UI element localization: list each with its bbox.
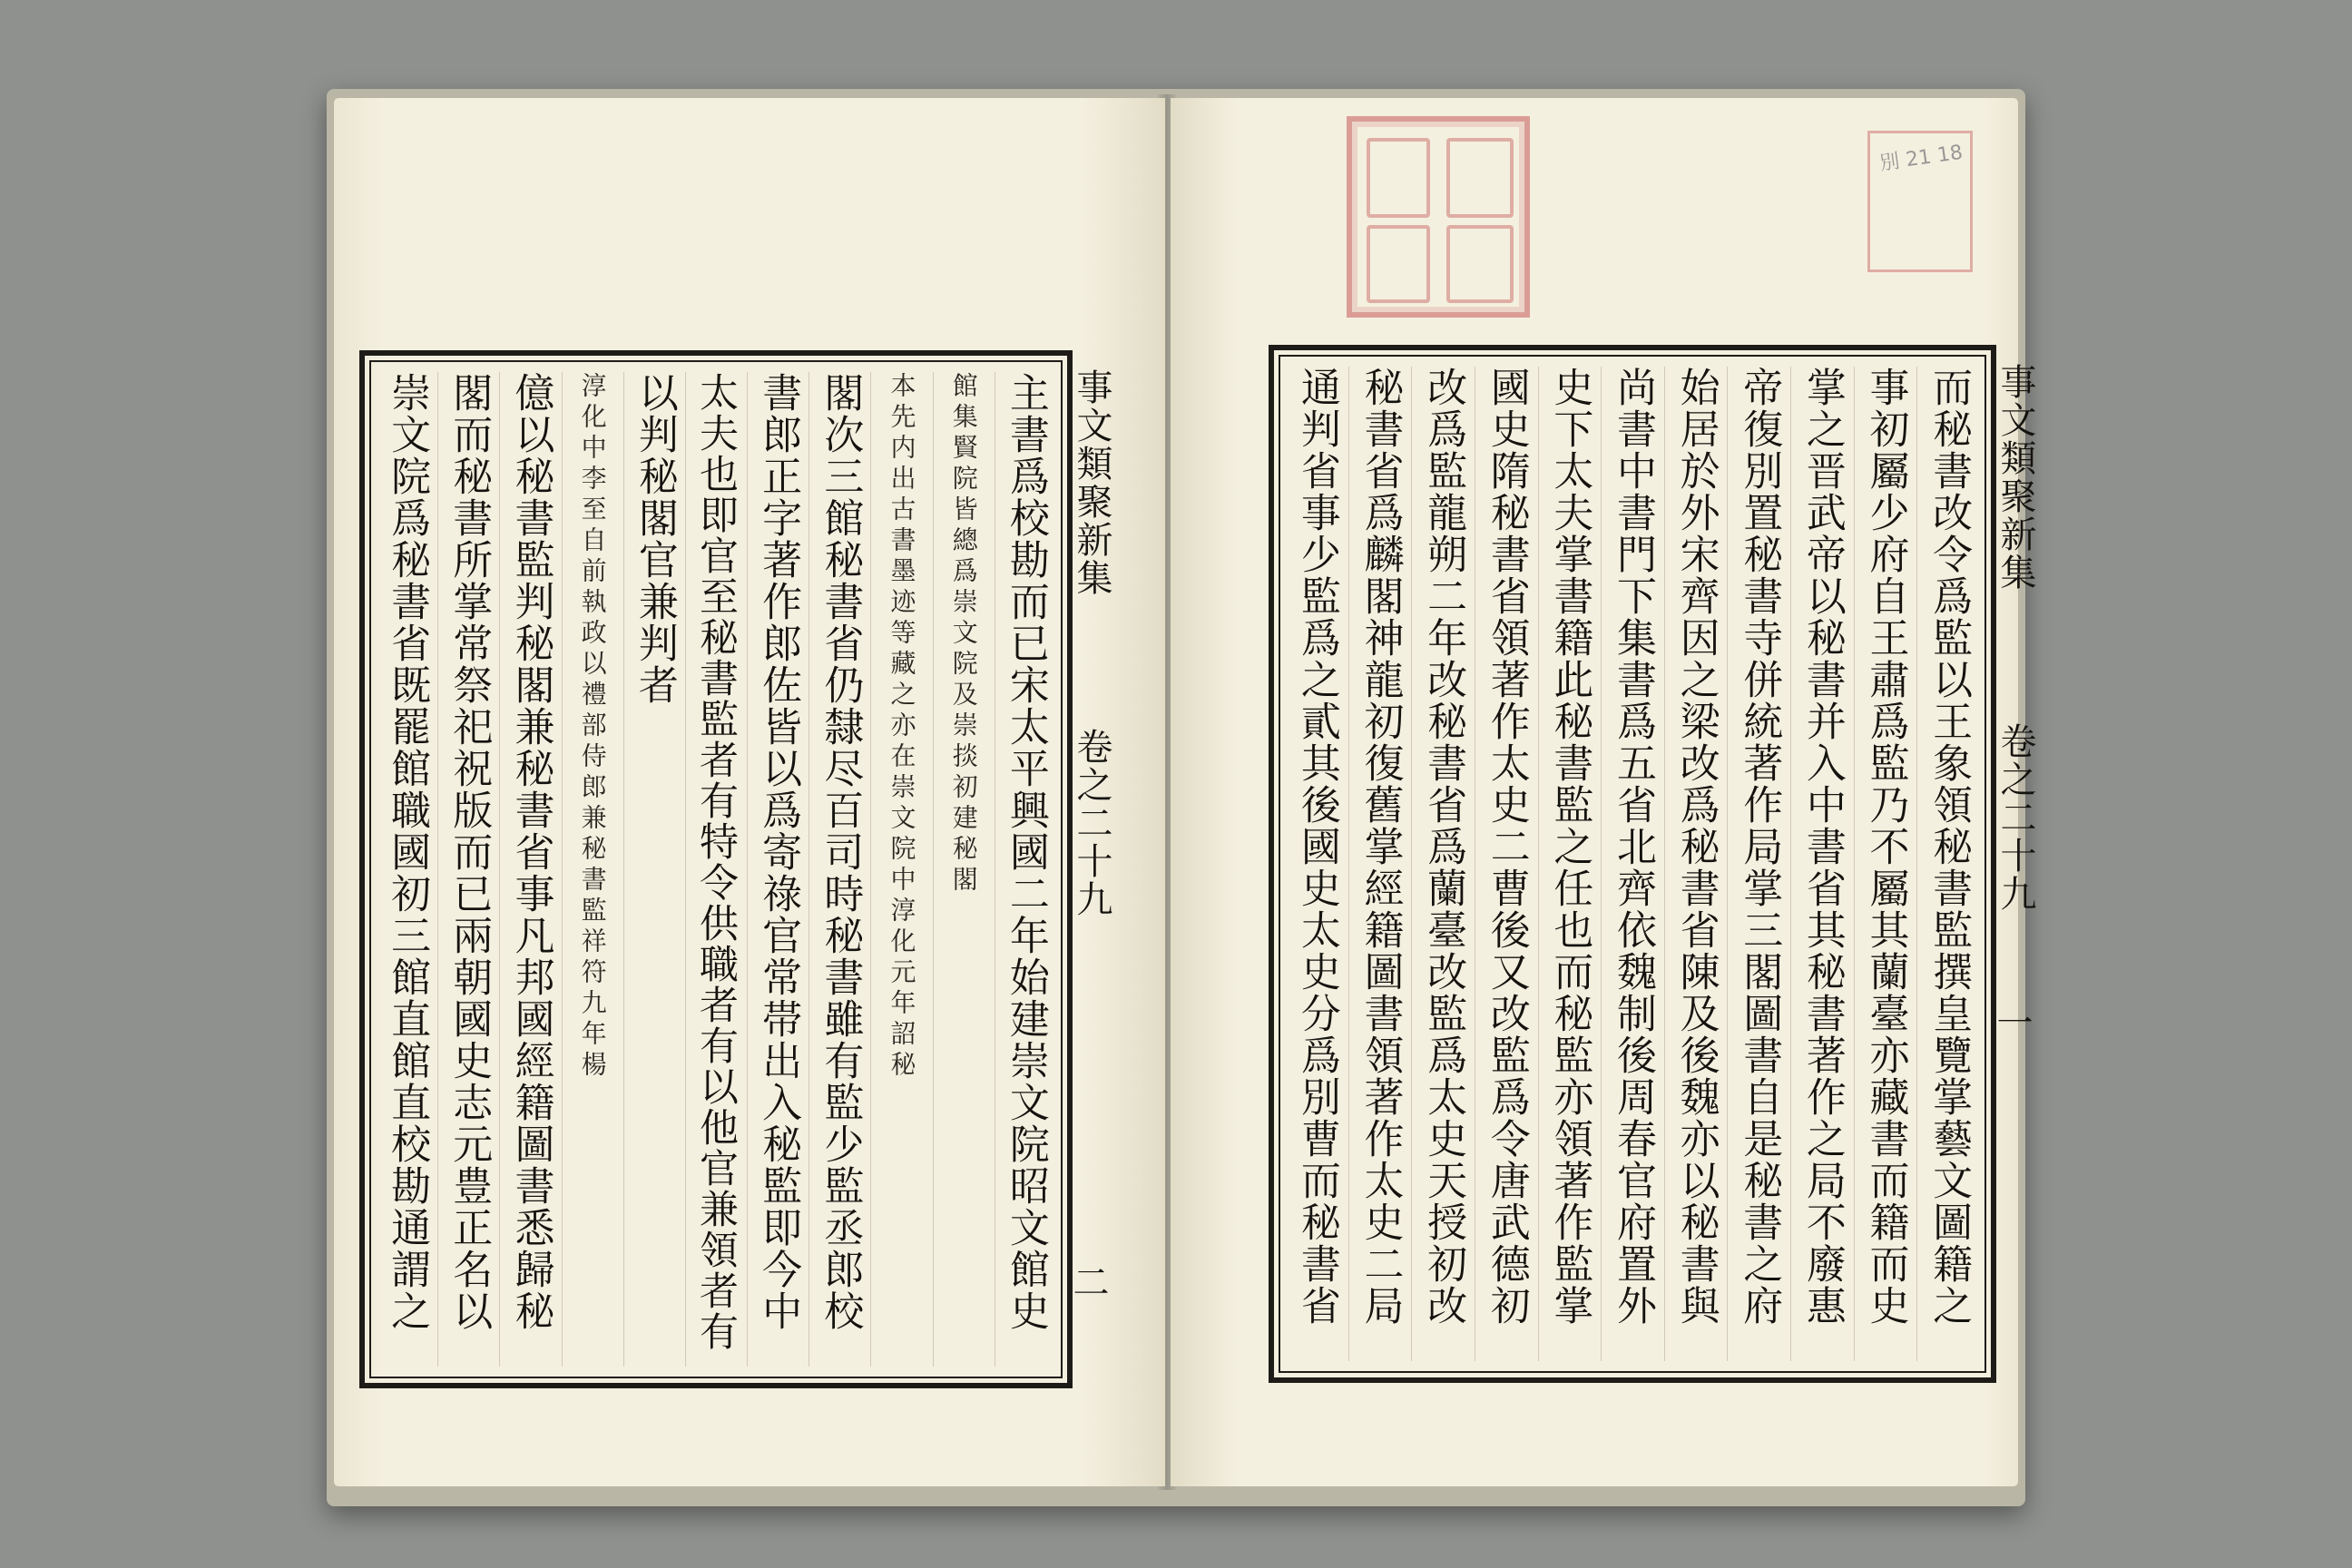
column-rule bbox=[747, 372, 748, 1367]
right-page-title: 事文類聚新集 bbox=[1994, 363, 2036, 592]
left-page-number: 二 bbox=[1067, 1263, 1109, 1299]
column-rule bbox=[437, 372, 438, 1367]
column-rule bbox=[1916, 367, 1917, 1361]
text-column: 館集賢院皆總爲崇文院及崇掞初建秘閣 bbox=[948, 372, 979, 897]
right-text-frame bbox=[1269, 345, 2036, 1383]
left-page bbox=[334, 98, 1165, 1486]
column-rule bbox=[499, 372, 500, 1367]
text-column: 億以秘書監判秘閣兼秘書省事凡邦國經籍圖書悉歸秘 bbox=[507, 372, 554, 1332]
right-page-volume: 卷之二十九 bbox=[1994, 722, 2036, 913]
text-column: 閣次三館秘書省仍隸尽百司時秘書雖有監少監丞郎校 bbox=[817, 372, 864, 1332]
column-rule bbox=[808, 372, 809, 1367]
left-page-title: 事文類聚新集 bbox=[1071, 368, 1112, 597]
text-column: 尚書中書門下集書爲五省北齊依魏制後周春官府置外 bbox=[1610, 367, 1656, 1327]
column-rule bbox=[1348, 367, 1349, 1361]
left-text-frame bbox=[359, 350, 1112, 1388]
text-column: 事初屬少府自王肅爲監乃不屬其蘭臺亦藏書而籍而史 bbox=[1862, 367, 1909, 1327]
right-page bbox=[1171, 98, 2036, 1486]
right-page-number: 一 bbox=[1991, 1004, 2033, 1040]
text-column: 閣而秘書所掌常祭祀祝版而已兩朝國史志元豊正名以 bbox=[446, 372, 493, 1332]
column-rule bbox=[623, 372, 624, 1367]
column-rule bbox=[933, 372, 934, 1367]
column-rule bbox=[1601, 367, 1602, 1361]
column-rule bbox=[1854, 367, 1855, 1361]
text-column: 國史隋秘書省領著作太史二曹後又改監爲令唐武德初 bbox=[1483, 367, 1530, 1327]
text-column: 太夫也即官至秘書監者有特令供職者有以他官兼領者有 bbox=[693, 372, 739, 1352]
text-column: 秘書省爲麟閣神龍初復舊掌經籍圖書領著作太史二局 bbox=[1357, 367, 1404, 1327]
column-rule bbox=[1664, 367, 1665, 1361]
column-rule bbox=[1727, 367, 1728, 1361]
text-column: 掌之晋武帝以秘書并入中書省其秘書著作之局不廢惠 bbox=[1798, 367, 1846, 1327]
text-column: 帝復別置秘書寺併統著作局掌三閣圖書自是秘書之府 bbox=[1736, 367, 1783, 1327]
call-number-text: 別 21 18 bbox=[1877, 141, 1965, 176]
text-column: 主書爲校勘而已宋太平興國二年始建崇文院昭文館史 bbox=[1002, 372, 1049, 1332]
text-column: 崇文院爲秘書省既罷館職國初三館直館直校勘通謂之 bbox=[384, 372, 431, 1332]
left-page-volume: 卷之二十九 bbox=[1071, 728, 1112, 918]
text-column: 本先内出古書墨迹等藏之亦在崇文院中淳化元年詔秘 bbox=[887, 372, 917, 1082]
column-rule bbox=[1411, 367, 1412, 1361]
column-rule bbox=[1790, 367, 1791, 1361]
red-seal-stamp bbox=[1347, 116, 1530, 318]
column-rule bbox=[562, 372, 563, 1367]
text-column: 以判秘閣官兼判者 bbox=[631, 372, 678, 706]
column-rule bbox=[1538, 367, 1539, 1361]
text-column: 淳化中李至自前執政以禮部侍郎兼秘書監祥符九年楊 bbox=[577, 372, 608, 1082]
text-column: 史下太夫掌書籍此秘書監之任也而秘監亦領著作監掌 bbox=[1546, 367, 1593, 1327]
text-column: 始居於外宋齊因之梁改爲秘書省陳及後魏亦以秘書與 bbox=[1672, 367, 1720, 1327]
text-column: 而秘書改令爲監以王象領秘書監撰皇覽掌藝文圖籍之 bbox=[1926, 367, 1973, 1327]
column-rule bbox=[870, 372, 871, 1367]
text-column: 改爲監龍朔二年改秘書省爲蘭臺改監爲太史天授初改 bbox=[1420, 367, 1467, 1327]
library-call-number-stamp bbox=[1867, 131, 1973, 272]
text-column: 通判省事少監爲之貳其後國史太史分爲別曹而秘書省 bbox=[1293, 367, 1340, 1327]
text-column: 書郎正字著作郎佐皆以爲寄祿官常帯出入秘監即今中 bbox=[755, 372, 802, 1332]
column-rule bbox=[685, 372, 686, 1367]
